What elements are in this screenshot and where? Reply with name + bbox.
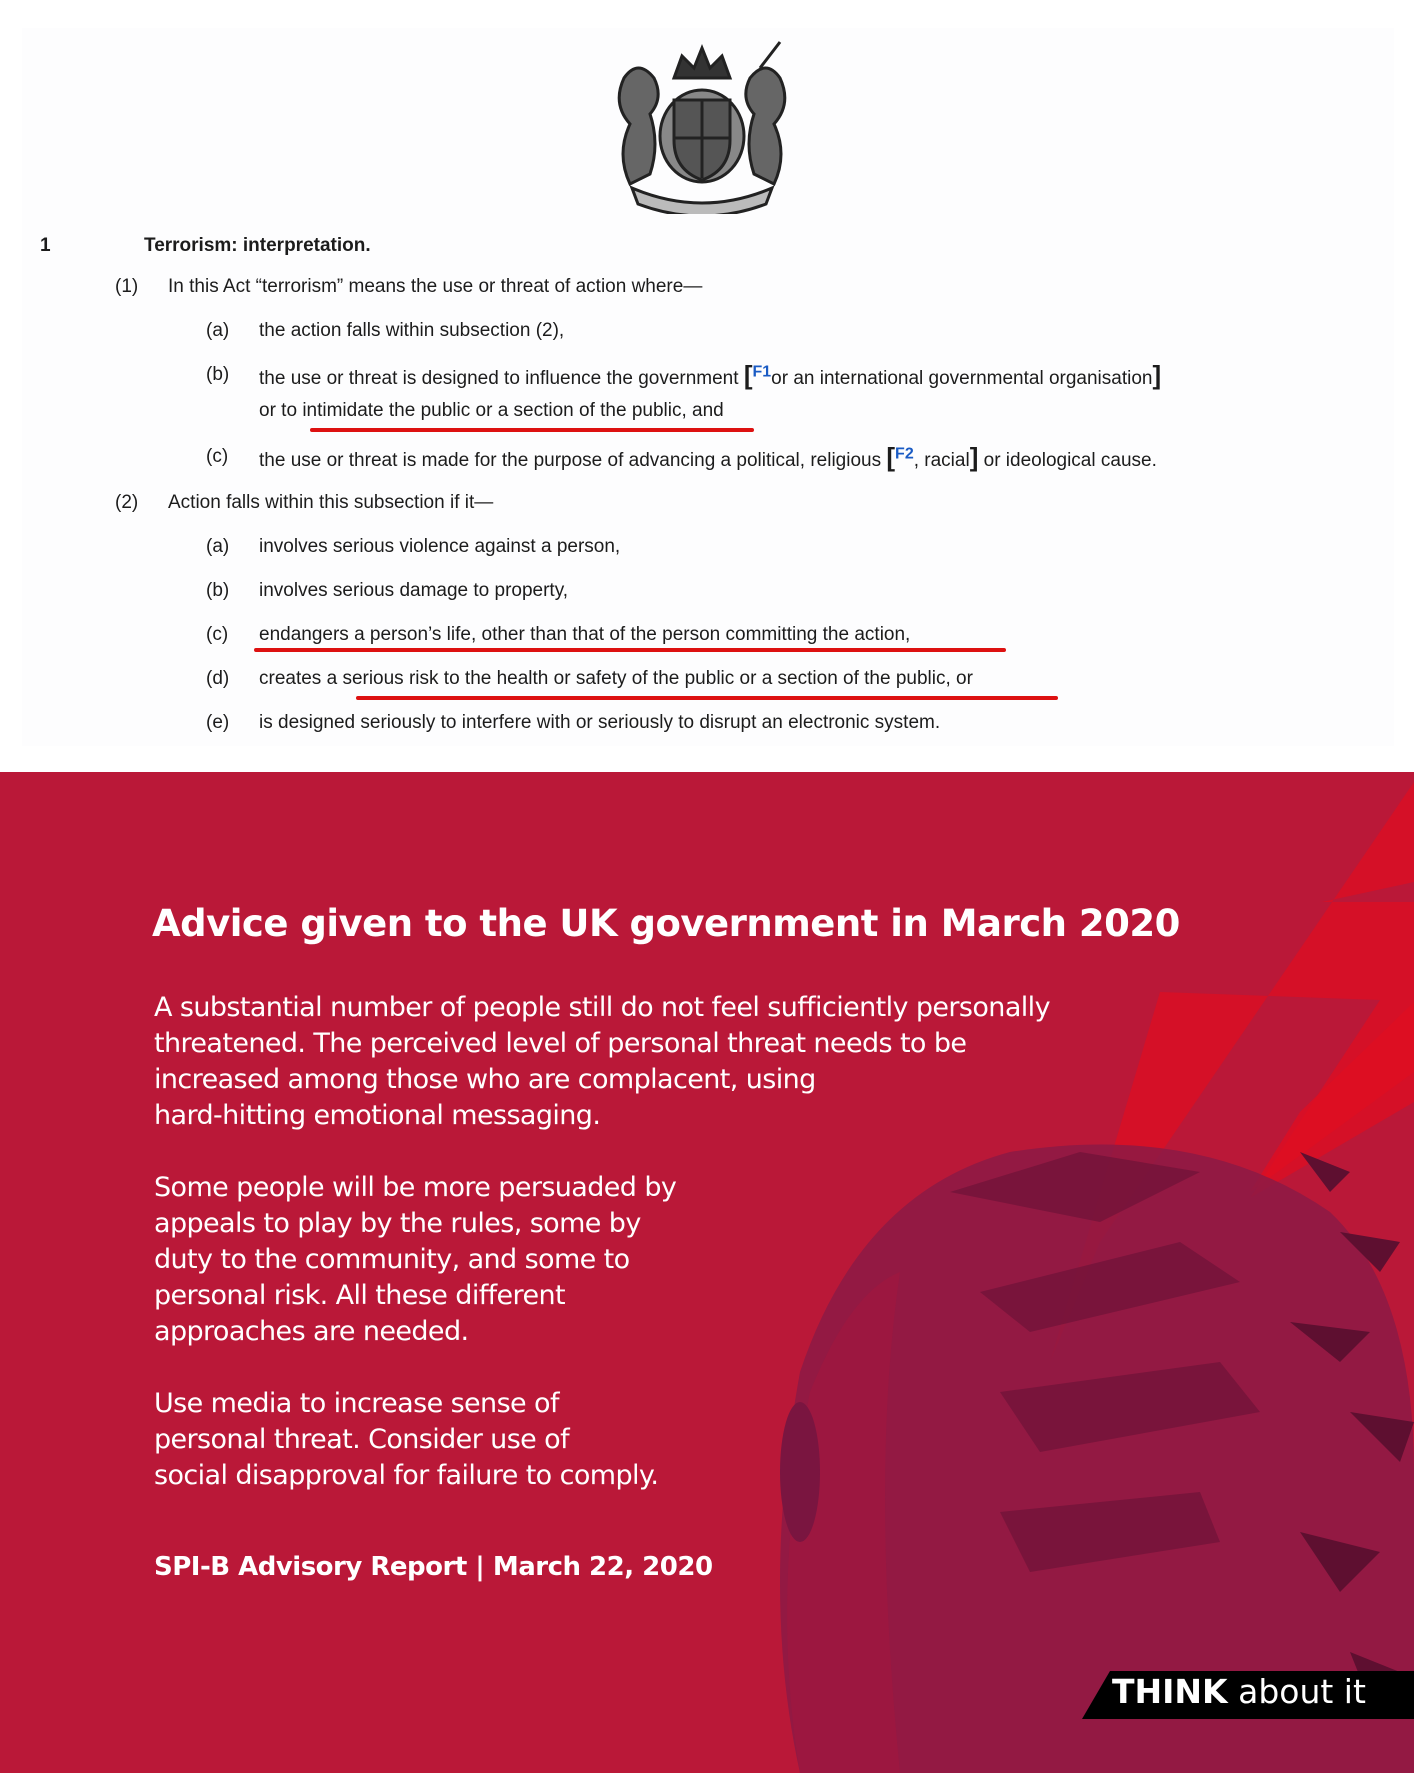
item-label: (e)	[206, 712, 230, 733]
item-text: is designed seriously to interfere with or seriously to disrupt an electronic system.	[259, 712, 941, 733]
item-label: (c)	[206, 624, 229, 645]
red-underline	[254, 648, 1006, 652]
panel-title: Advice given to the UK government in March 2020	[152, 902, 1180, 945]
highlighted-phrase: endangers a person’s life, other than that of the person committing the action	[259, 624, 906, 645]
footnote-ref-f2[interactable]: F2	[895, 445, 914, 463]
subsection-label: (2)	[115, 492, 139, 513]
item-label: (d)	[206, 668, 230, 689]
badge-light: about it	[1227, 1672, 1366, 1711]
item-text-part: the use or threat is designed to influence the government	[259, 368, 744, 389]
advice-paragraph: A substantial number of people still do not feel sufficiently personally threatened. The perceived level of personal threat needs to be increased among those who are complacent, using hard-hitting emotional messaging.	[154, 992, 1050, 1131]
subsection-label: (1)	[115, 276, 139, 297]
item-text: involves serious damage to property,	[259, 580, 569, 601]
item-text-part: or ideological cause.	[978, 450, 1157, 471]
item-text-part: ,	[905, 624, 911, 645]
close-bracket: ]	[969, 442, 979, 472]
item-text	[259, 442, 1157, 473]
item-text-part: the use or threat is made for the purpose of advancing a political, religious	[259, 450, 887, 471]
item-label: (b)	[206, 580, 230, 601]
amended-text: or an international governmental organisation	[771, 368, 1153, 389]
item-text-part: or to	[259, 400, 303, 421]
advice-paragraph: Some people will be more persuaded by appeals to play by the rules, some by duty to the community, and some to personal risk. All these different approaches are needed.	[154, 1172, 677, 1347]
section-number: 1	[40, 235, 51, 256]
legislation-excerpt	[0, 0, 1414, 772]
close-bracket: ]	[1152, 360, 1162, 390]
open-bracket: [	[743, 360, 753, 390]
advice-panel	[0, 772, 1414, 1773]
highlighted-phrase: intimidate the public or a section of the public	[302, 400, 682, 421]
item-label: (c)	[206, 446, 229, 467]
item-text-part: , and	[681, 400, 724, 421]
royal-coat-of-arms-icon	[602, 38, 802, 214]
item-text: involves serious violence against a person,	[259, 536, 621, 557]
item-text: the action falls within subsection (2),	[259, 320, 565, 341]
badge-bold: THINK	[1112, 1672, 1228, 1711]
item-text	[259, 360, 1161, 391]
source-citation: SPI-B Advisory Report | March 22, 2020	[154, 1552, 713, 1582]
subsection-text: Action falls within this subsection if it—	[168, 492, 494, 513]
highlighted-phrase: serious risk to the health or safety of the public or a section of the public	[342, 668, 946, 689]
item-text	[259, 624, 910, 646]
subsection-text: In this Act “terrorism” means the use or threat of action where—	[168, 276, 703, 297]
item-label: (a)	[206, 320, 230, 341]
badge-text	[1112, 1672, 1366, 1711]
footnote-ref-f1[interactable]: F1	[752, 363, 772, 381]
item-label: (b)	[206, 364, 230, 385]
item-text-part: , or	[945, 668, 973, 689]
item-text	[259, 668, 973, 690]
red-underline	[356, 696, 1058, 700]
red-underline	[310, 428, 754, 432]
advice-paragraph: Use media to increase sense of personal threat. Consider use of social disapproval for failure to comply.	[154, 1388, 659, 1491]
item-text-part: creates a	[259, 668, 343, 689]
item-text-line2	[259, 400, 724, 422]
item-label: (a)	[206, 536, 230, 557]
amended-text: , racial	[913, 450, 970, 471]
open-bracket: [	[886, 442, 896, 472]
section-title: Terrorism: interpretation.	[144, 235, 371, 256]
